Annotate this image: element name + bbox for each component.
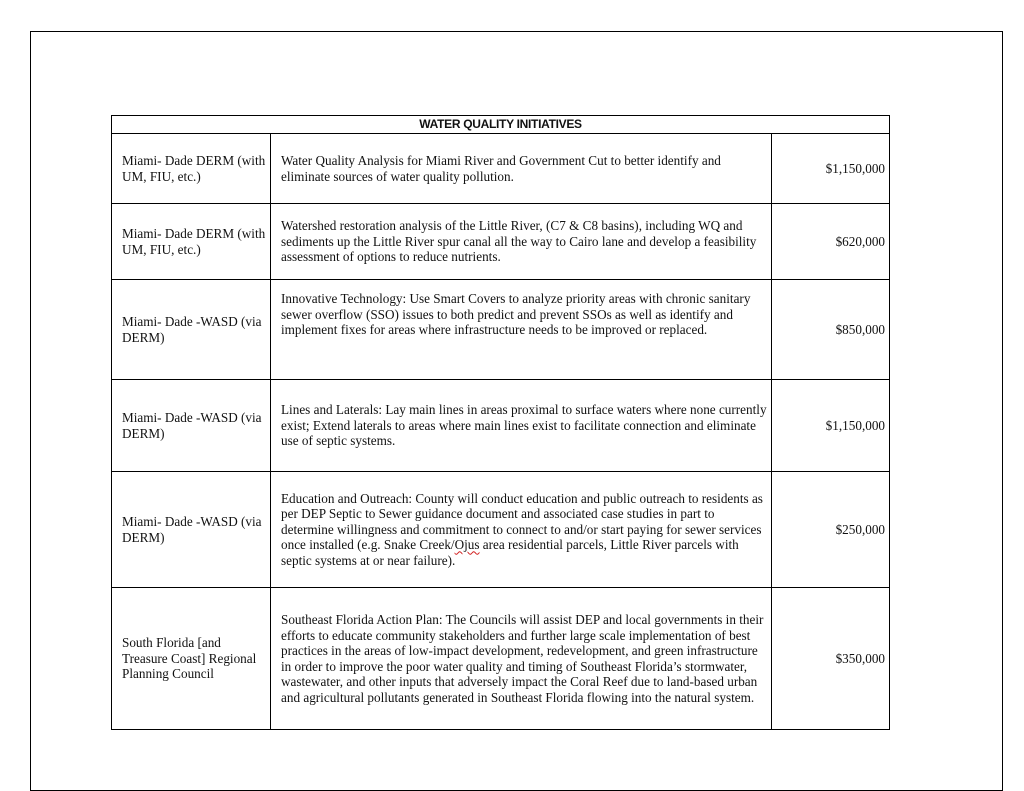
table-row [112, 472, 890, 588]
agency-cell: Miami- Dade DERM (with UM, FIU, etc.) [112, 134, 271, 204]
agency-cell: South Florida [and Treasure Coast] Regional Planning Council [112, 588, 271, 730]
description-cell: Watershed restoration analysis of the Little River, (C7 & C8 basins), including WQ and sediments up the Little River spur canal all the way to Cairo lane and develop a feasibility assessment of options to reduce nutrients. [271, 204, 772, 280]
agency-cell: Miami- Dade -WASD (via DERM) [112, 472, 271, 588]
amount-cell: $850,000 [772, 280, 890, 380]
agency-cell: Miami- Dade -WASD (via DERM) [112, 280, 271, 380]
amount-cell: $1,150,000 [772, 380, 890, 472]
table-header-row [112, 116, 890, 134]
description-text: Education and Outreach: County will conduct education and public outreach to residents as per DEP Septic to Sewer guidance document and associated case studies in part to determine willingness and commitment to connect to and/or start paying for sewer services once installed (e.g. Snake Creek/ [281, 490, 763, 553]
table-row [112, 204, 890, 280]
description-cell: Water Quality Analysis for Miami River and Government Cut to better identify and eliminate sources of water quality pollution. [271, 134, 772, 204]
table-row [112, 280, 890, 380]
table-row [112, 134, 890, 204]
amount-cell: $1,150,000 [772, 134, 890, 204]
agency-cell: Miami- Dade -WASD (via DERM) [112, 380, 271, 472]
description-cell: Southeast Florida Action Plan: The Councils will assist DEP and local governments in their efforts to educate community stakeholders and further large scale implementation of best practices in the areas of low-impact development, redevelopment, and green infrastructure in order to improve the poor water quality and timing of Southeast Florida’s stormwater, wastewater, and other inputs that adversely impact the Coral Reef due to land-based urban and agricultural pollutants generated in Southeast Florida flowing into the natural system. [271, 588, 772, 730]
table-row [112, 588, 890, 730]
description-cell: Lines and Laterals: Lay main lines in areas proximal to surface waters where none currently exist; Extend laterals to areas where main lines exist to facilitate connection and eliminate use of septic systems. [271, 380, 772, 472]
description-cell [271, 472, 772, 588]
amount-cell: $350,000 [772, 588, 890, 730]
spellcheck-flagged-word: Ojus [454, 537, 480, 553]
amount-cell: $250,000 [772, 472, 890, 588]
table-row [112, 380, 890, 472]
amount-cell: $620,000 [772, 204, 890, 280]
agency-cell: Miami- Dade DERM (with UM, FIU, etc.) [112, 204, 271, 280]
description-text: area residential parcels, Little River parcels with septic systems at or near failure). [281, 537, 739, 568]
description-cell: Innovative Technology: Use Smart Covers to analyze priority areas with chronic sanitary sewer overflow (SSO) issues to both predict and prevent SSOs as well as identify and implement fixes for areas where infrastructure needs to be improved or replaced. [271, 280, 772, 380]
water-quality-initiatives-table [111, 115, 890, 730]
table-title: WATER QUALITY INITIATIVES [112, 116, 890, 134]
